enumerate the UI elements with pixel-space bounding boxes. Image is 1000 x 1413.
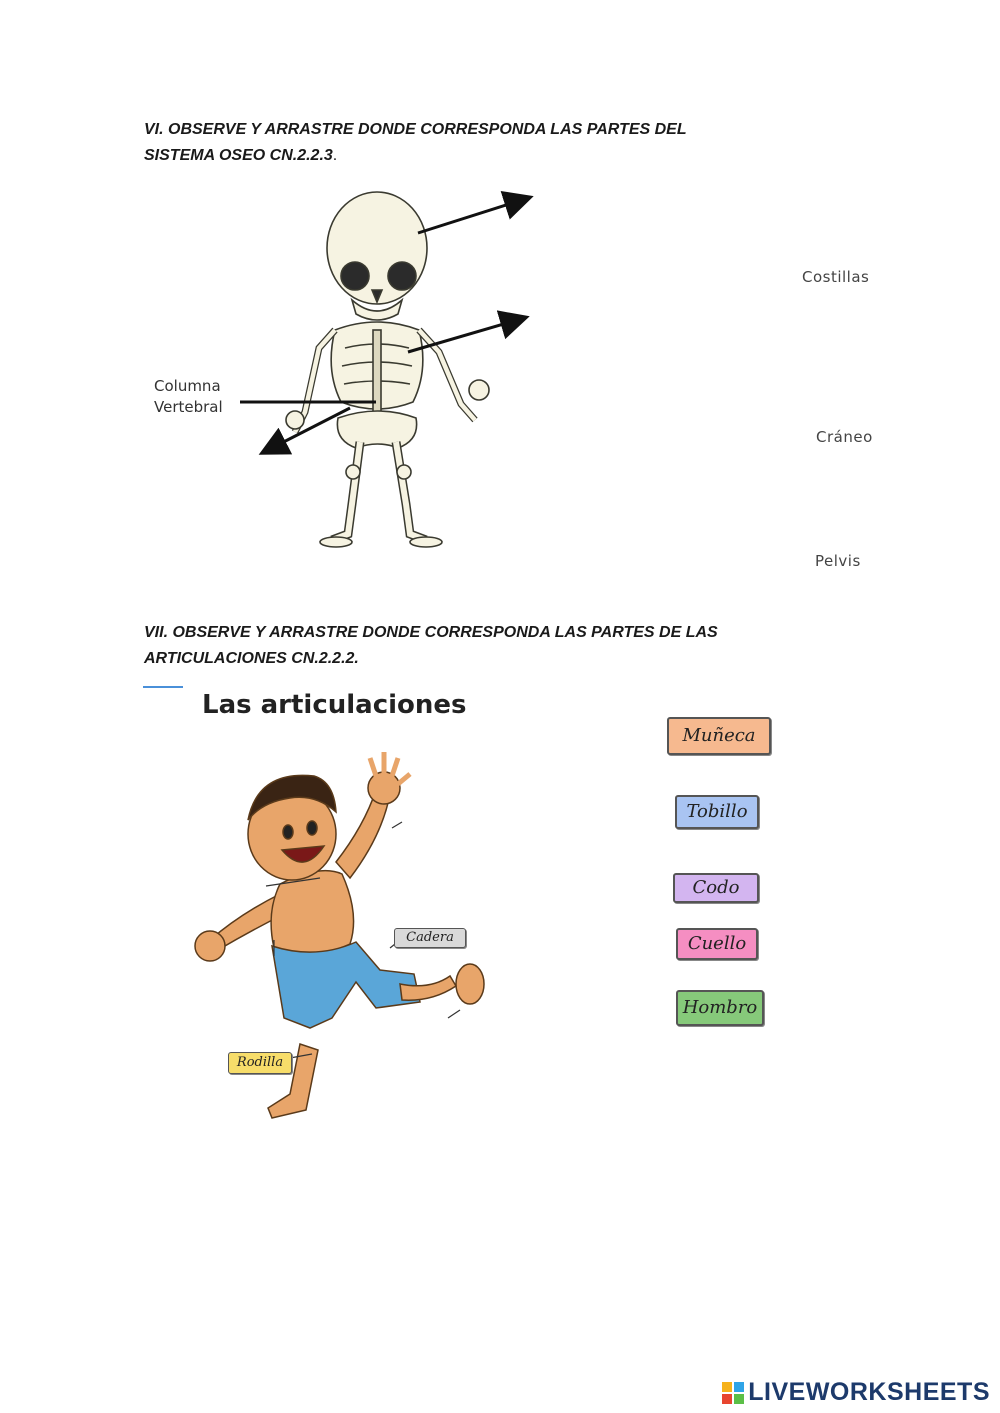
label-rodilla: Rodilla — [228, 1052, 292, 1074]
chip-cuello[interactable]: Cuello — [676, 928, 758, 960]
chip-hombro[interactable]: Hombro — [676, 990, 764, 1026]
columna-vertebral-label — [154, 376, 223, 418]
columna-label-line1: Columna — [154, 377, 221, 395]
joints-poster — [140, 684, 520, 1134]
chip-muneca[interactable]: Muñeca — [667, 717, 771, 755]
section-7-heading — [144, 620, 844, 672]
chip-codo[interactable]: Codo — [673, 873, 759, 903]
brand-text: LIVEWORKSHEETS — [748, 1378, 990, 1406]
section-6-heading-line1: VI. OBSERVE Y ARRASTRE DONDE CORRESPONDA LAS PARTES DEL — [144, 121, 687, 138]
liveworksheets-logo — [722, 1378, 990, 1407]
section-7-heading-line2: ARTICULACIONES CN.2.2.2. — [144, 650, 359, 667]
chip-tobillo[interactable]: Tobillo — [675, 795, 759, 829]
child-figure — [140, 684, 520, 1134]
word-costillas[interactable]: Costillas — [802, 268, 870, 286]
skeleton-illustration — [140, 180, 560, 570]
label-cadera: Cadera — [394, 928, 466, 948]
word-pelvis[interactable]: Pelvis — [815, 552, 861, 570]
section-7-heading-line1: VII. OBSERVE Y ARRASTRE DONDE CORRESPONDA LAS PARTES DE LAS — [144, 624, 718, 641]
poster-title: Las articulaciones — [202, 690, 467, 720]
columna-label-line2: Vertebral — [154, 398, 223, 416]
logo-mark-icon — [722, 1382, 744, 1404]
section-6-heading — [144, 117, 844, 169]
section-6-heading-line2: SISTEMA OSEO CN.2.2.3. — [144, 147, 338, 164]
word-craneo[interactable]: Cráneo — [816, 428, 873, 446]
skeleton-figure — [140, 180, 560, 570]
